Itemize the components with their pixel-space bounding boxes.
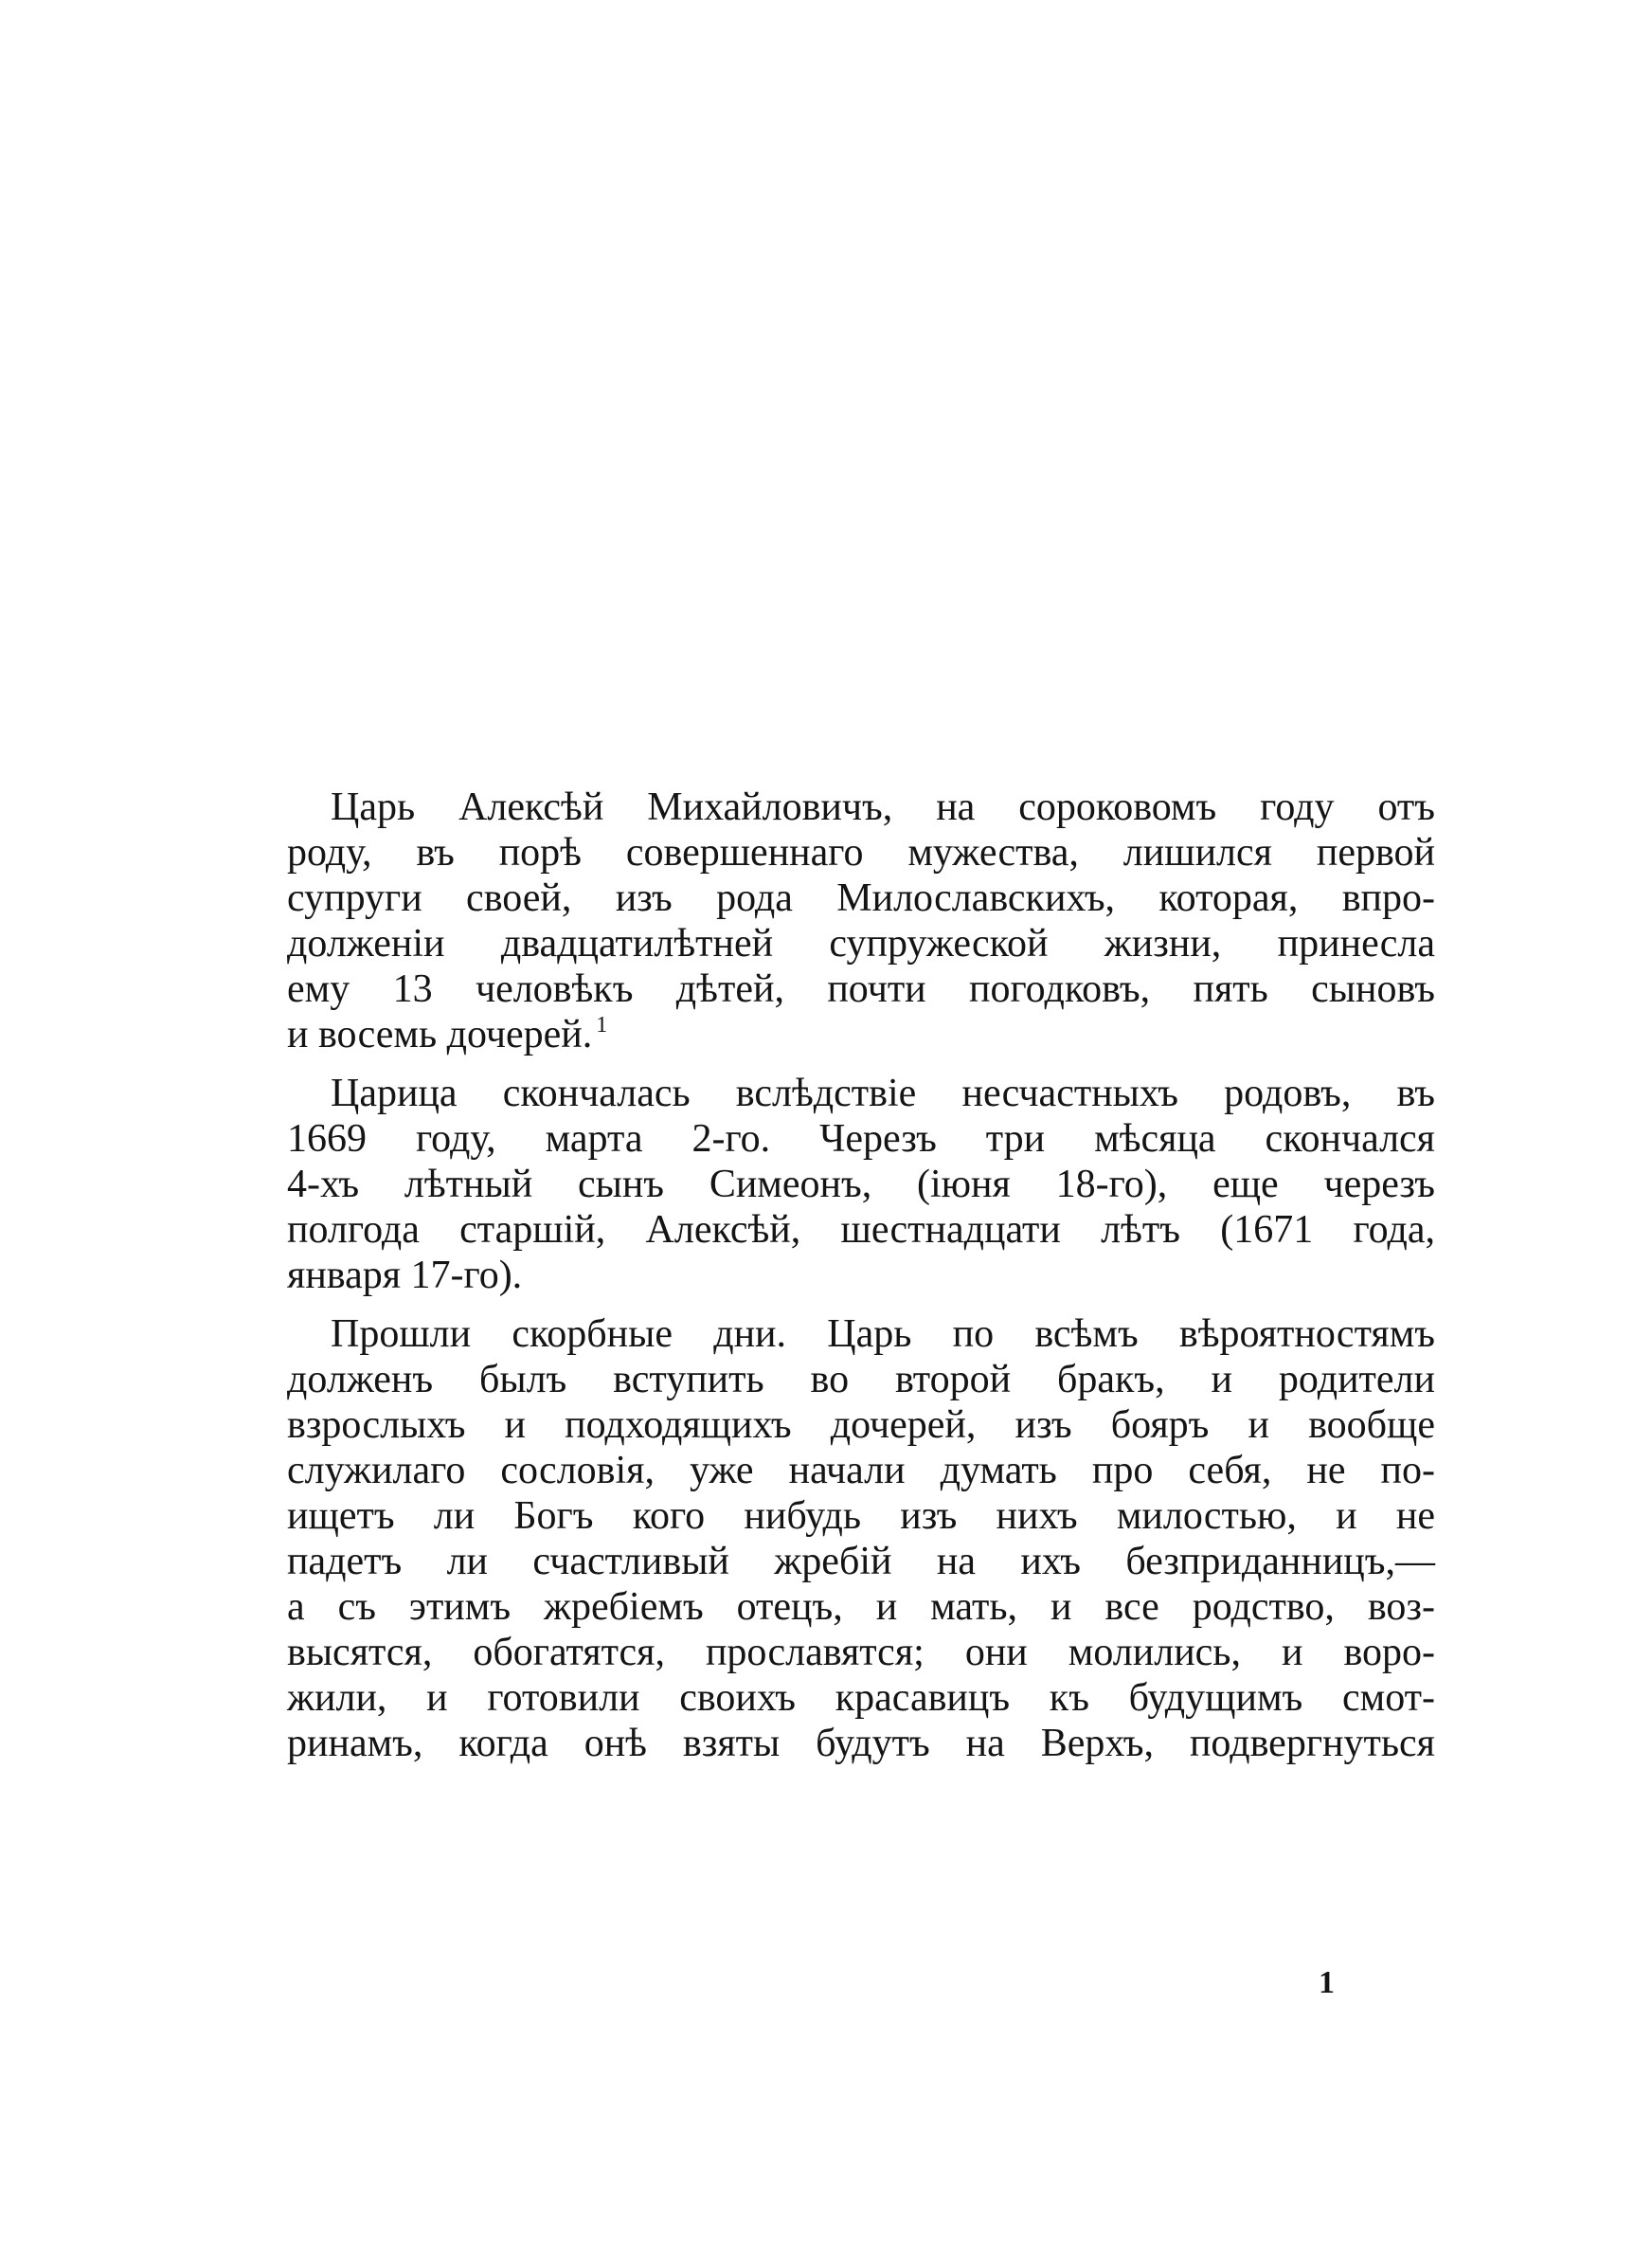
text-line: высятся, обогатятся, прославятся; они молились, и воро- xyxy=(287,1631,1435,1674)
text-line: падетъ ли счастливый жребій на ихъ безприданницъ,— xyxy=(287,1540,1435,1583)
footnote-mark: 1 xyxy=(596,1013,608,1038)
text-line: 4-хъ лѣтный сынъ Симеонъ, (іюня 18-го), еще черезъ xyxy=(287,1163,1435,1206)
paragraph-1 xyxy=(287,785,1435,1057)
paragraph-3 xyxy=(287,1311,1435,1766)
text-line: жили, и готовили своихъ красавицъ къ будущимъ смот- xyxy=(287,1676,1435,1720)
text-line: Прошли скорбные дни. Царь по всѣмъ вѣроятностямъ xyxy=(331,1312,1435,1356)
text-line: роду, въ порѣ совершеннаго мужества, лишился первой xyxy=(287,831,1435,875)
text-line: полгода старшій, Алексѣй, шестнадцати лѣтъ (1671 года, xyxy=(287,1208,1435,1252)
paragraph-2 xyxy=(287,1071,1435,1298)
text-line: ищетъ ли Богъ кого нибудь изъ нихъ милостью, и не xyxy=(287,1494,1435,1538)
text-line: и восемь дочерей. xyxy=(287,1013,593,1056)
text-line: долженіи двадцатилѣтней супружеской жизни, принесла xyxy=(287,922,1435,966)
text-line: Царица скончалась вслѣдствіе несчастныхъ родовъ, въ xyxy=(331,1072,1435,1115)
body-text xyxy=(287,785,1435,1779)
text-line: ринамъ, когда онѣ взяты будутъ на Верхъ, подвергнуться xyxy=(287,1722,1435,1765)
text-line: долженъ былъ вступить во второй бракъ, и родители xyxy=(287,1358,1435,1401)
text-line: ему 13 человѣкъ дѣтей, почти погодковъ, пять сыновъ xyxy=(287,967,1435,1011)
text-line: 1669 году, марта 2-го. Черезъ три мѣсяца скончался xyxy=(287,1117,1435,1161)
text-line: взрослыхъ и подходящихъ дочерей, изъ бояръ и вообще xyxy=(287,1403,1435,1447)
text-line: а съ этимъ жребіемъ отецъ, и мать, и все родство, воз- xyxy=(287,1585,1435,1629)
text-line-with-footnote xyxy=(287,1012,1435,1057)
text-line: супруги своей, изъ рода Милославскихъ, которая, впро- xyxy=(287,876,1435,920)
text-line: января 17-го). xyxy=(287,1254,523,1297)
text-line: служилаго сословія, уже начали думать про себя, не по- xyxy=(287,1449,1435,1492)
text-line: Царь Алексѣй Михайловичъ, на сороковомъ году отъ xyxy=(331,785,1435,829)
page-number: 1 xyxy=(1319,1965,1335,2000)
